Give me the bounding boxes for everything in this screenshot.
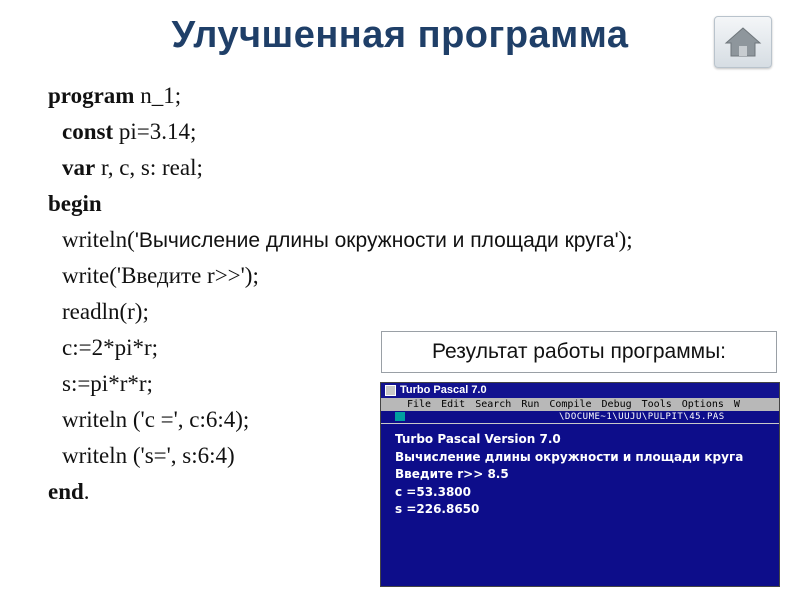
tp-menu-run[interactable]: Run [521,399,540,410]
tp-titlebar [381,383,779,398]
code-line: s:=pi*r*r; [62,371,153,396]
home-button[interactable] [714,16,772,68]
code-line: const pi=3.14; [62,119,197,144]
tp-menu-file[interactable]: File [407,399,432,410]
tp-output-line: c =53.3800 [395,484,472,499]
code-line: program n_1; [48,83,182,108]
tp-file-path: \DOCUME~1\UUJU\PULPIT\45.PAS [559,412,725,422]
code-line: var r, c, s: real; [62,155,203,180]
tp-menu-edit[interactable]: Edit [441,399,466,410]
tp-window-title: Turbo Pascal 7.0 [400,384,487,396]
tp-menu-debug[interactable]: Debug [601,399,632,410]
code-line: c:=2*pi*r; [62,335,159,360]
tp-output-line: Turbo Pascal Version 7.0 [395,432,561,446]
tp-menu-search[interactable]: Search [475,399,512,410]
tp-output-line: Введите r>> 8.5 [395,467,509,481]
slide-title: Улучшенная программа [171,14,629,56]
code-line: write('Введите r>>'); [62,263,259,288]
code-line: writeln ('c =', c:6:4); [62,407,250,432]
result-caption: Результат работы программы: [381,331,777,373]
tp-menu-compile[interactable]: Compile [549,399,592,410]
code-line: begin [48,191,102,216]
home-icon [724,25,762,59]
code-line: readln(r); [62,299,149,324]
tp-editor-frame [381,411,779,424]
tp-output-line: s =226.8650 [395,502,480,516]
tp-menu-tools[interactable]: Tools [641,399,672,410]
tp-close-box[interactable] [395,412,405,421]
code-line: end. [48,479,90,504]
tp-output-line: Вычисление длины окружности и площади круга [395,449,744,464]
tp-menu-window[interactable]: W [733,399,740,410]
tp-output [381,424,779,519]
code-line: writeln ('s=', s:6:4) [62,443,235,468]
code-line: writeln('Вычисление длины окружности и площади круга'); [62,227,633,252]
tp-system-icon[interactable] [385,385,396,396]
turbo-pascal-window [380,382,780,587]
tp-menu-options[interactable]: Options [681,399,724,410]
tp-menubar [381,398,779,411]
